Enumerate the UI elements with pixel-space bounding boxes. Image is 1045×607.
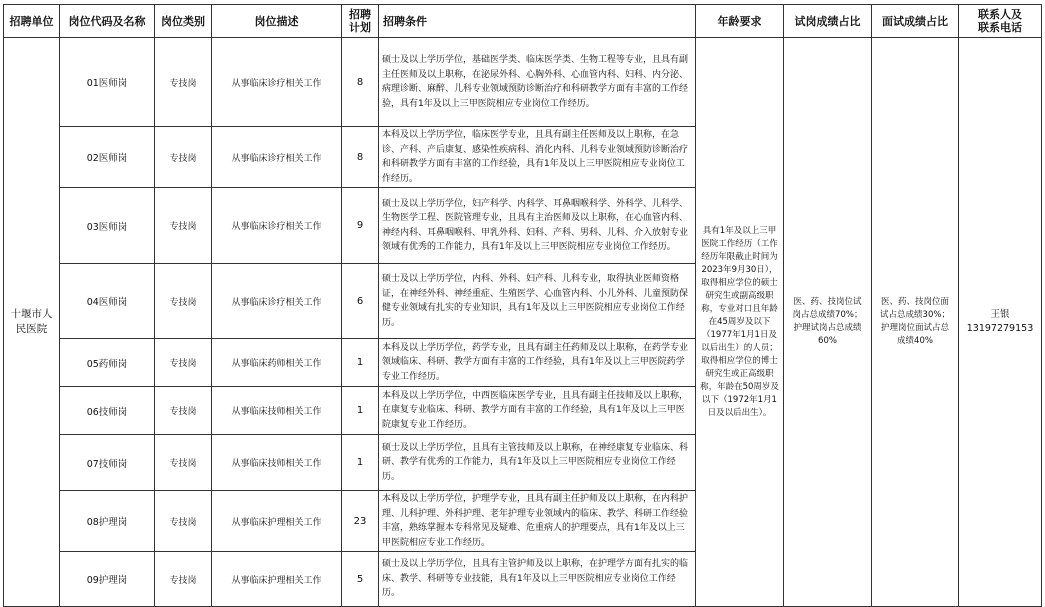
table-row bbox=[4, 38, 1042, 127]
recruit-plan: 23 bbox=[342, 491, 379, 552]
position-code: 07技师岗 bbox=[60, 435, 155, 491]
recruit-plan: 8 bbox=[342, 38, 379, 127]
header-trial-ratio: 试岗成绩占比 bbox=[784, 5, 872, 38]
position-code: 06技师岗 bbox=[60, 387, 155, 435]
header-description: 岗位描述 bbox=[212, 5, 342, 38]
position-category: 专技岗 bbox=[155, 264, 212, 339]
position-code: 05药师岗 bbox=[60, 339, 155, 387]
position-description: 从事临床护理相关工作 bbox=[212, 491, 342, 552]
header-age: 年龄要求 bbox=[696, 5, 784, 38]
position-code: 04医师岗 bbox=[60, 264, 155, 339]
position-description: 从事临床技师相关工作 bbox=[212, 387, 342, 435]
position-category: 专技岗 bbox=[155, 38, 212, 127]
trial-ratio: 医、药、技岗位试岗占总成绩70%；护理试岗占总成绩60% bbox=[784, 38, 872, 607]
recruit-plan: 5 bbox=[342, 552, 379, 607]
position-code: 01医师岗 bbox=[60, 38, 155, 127]
position-description: 从事临床诊疗相关工作 bbox=[212, 38, 342, 127]
position-description: 从事临床护理相关工作 bbox=[212, 552, 342, 607]
table-header bbox=[4, 5, 1042, 38]
recruit-conditions: 本科及以上学历学位，护理学专业，且具有副主任护师及以上职称，在内科护理、儿科护理、外科护理、老年护理专业领域内的临床、教学、科研工作经验丰富，熟练掌握本专科常见及疑难、危重病人的护理要点，具有1年及以上三甲医院相应专业工作经历。 bbox=[379, 491, 696, 552]
contact-phone: 13197279153 bbox=[966, 323, 1034, 334]
recruit-plan: 6 bbox=[342, 264, 379, 339]
recruit-plan: 1 bbox=[342, 435, 379, 491]
unit-cell: 十堰市人民医院 bbox=[4, 38, 60, 607]
recruit-conditions: 本科及以上学历学位，临床医学专业，且具有副主任医师及以上职称，在急诊、产科、产后康复、感染性疾病科、消化内科、儿科专业领域预防诊断治疗和科研教学方面有丰富的工作经验，具有1年及以上三甲医院相应专业岗位工作经历。 bbox=[379, 127, 696, 188]
position-category: 专技岗 bbox=[155, 127, 212, 188]
recruit-conditions: 硕士及以上学历学位，妇产科学、内科学、耳鼻咽喉科学、外科学、儿科学、生物医学工程、医院管理专业，且具有主治医师及以上职称，在心血管内科、神经内科、耳鼻咽喉科、甲乳外科、妇科、产科、男科、儿科、介入放射专业领域有优秀的工作能力，具有1年及以上三甲医院相应专业岗位工作经历。 bbox=[379, 188, 696, 264]
position-category: 专技岗 bbox=[155, 552, 212, 607]
position-category: 专技岗 bbox=[155, 435, 212, 491]
header-plan: 招聘 计划 bbox=[342, 5, 379, 38]
position-description: 从事临床药师相关工作 bbox=[212, 339, 342, 387]
recruit-plan: 9 bbox=[342, 188, 379, 264]
recruit-conditions: 硕士及以上学历学位，且具有主管护师及以上职称，在护理学方面有扎实的临床、教学、科研等专业技能，具有1年及以上三甲医院相应专业岗位工作经历。 bbox=[379, 552, 696, 607]
recruit-conditions: 本科及以上学历学位，中西医临床医学专业，且具有副主任技师及以上职称，在康复专业临床、科研、教学方面有丰富的工作经验，具有1年及以上三甲医院康复专业工作经历。 bbox=[379, 387, 696, 435]
age-requirement: 具有1年及以上三甲医院工作经历（工作经历年限截止时间为2023年9月30日），取得相应学位的硕士研究生或副高级职称，专业对口且年龄在45周岁及以下（1977年1月1日及以后出生）的人员；取得相应学位的博士研究生或正高级职称，年龄在50周岁及以下（1972年1月1日及以后出生）。 bbox=[696, 38, 784, 607]
position-code: 02医师岗 bbox=[60, 127, 155, 188]
header-conditions: 招聘条件 bbox=[379, 5, 696, 38]
position-category: 专技岗 bbox=[155, 491, 212, 552]
recruit-plan: 1 bbox=[342, 387, 379, 435]
recruit-conditions: 硕士及以上学历学位，基础医学类、临床医学类、生物工程等专业，且具有副主任医师及以上职称，在泌尿外科、心胸外科、心血管内科、妇科、内分泌、病理诊断、麻醉、儿科专业领域预防诊断治疗和科研教学方面有丰富的工作经验，具有1年及以上三甲医院相应专业岗位工作经历。 bbox=[379, 38, 696, 127]
recruit-plan: 8 bbox=[342, 127, 379, 188]
contact-name: 王银 bbox=[990, 309, 1010, 320]
recruit-conditions: 硕士及以上学历学位，且具有主管技师及以上职称，在神经康复专业临床、科研、教学有优秀的工作能力，具有1年及以上三甲医院相应专业岗位工作经历。 bbox=[379, 435, 696, 491]
position-description: 从事临床诊疗相关工作 bbox=[212, 127, 342, 188]
position-category: 专技岗 bbox=[155, 387, 212, 435]
position-category: 专技岗 bbox=[155, 188, 212, 264]
recruit-plan: 1 bbox=[342, 339, 379, 387]
position-description: 从事临床诊疗相关工作 bbox=[212, 188, 342, 264]
position-code: 09护理岗 bbox=[60, 552, 155, 607]
position-description: 从事临床技师相关工作 bbox=[212, 435, 342, 491]
header-category: 岗位类别 bbox=[155, 5, 212, 38]
recruitment-table bbox=[3, 4, 1042, 607]
header-code: 岗位代码及名称 bbox=[60, 5, 155, 38]
position-code: 03医师岗 bbox=[60, 188, 155, 264]
position-category: 专技岗 bbox=[155, 339, 212, 387]
header-interview-ratio: 面试成绩占比 bbox=[872, 5, 959, 38]
recruit-conditions: 硕士及以上学历学位，内科、外科、妇产科、儿科专业，取得执业医师资格证，在神经外科、神经重症、生殖医学、心血管内科、小儿外科、儿童预防保健专业领域有扎实的专业知识，具有1年及以上三甲医院相应专业岗位工作经历。 bbox=[379, 264, 696, 339]
position-code: 08护理岗 bbox=[60, 491, 155, 552]
header-unit: 招聘单位 bbox=[4, 5, 60, 38]
contact-cell bbox=[959, 38, 1042, 607]
recruit-conditions: 本科及以上学历学位，药学专业，且具有副主任药师及以上职称，在药学专业领域临床、科研、教学方面有丰富的工作经验，具有1年及以上三甲医院药学专业工作经历。 bbox=[379, 339, 696, 387]
header-contact: 联系人及 联系电话 bbox=[959, 5, 1042, 38]
interview-ratio: 医、药、技岗位面试占总成绩30%；护理岗位面试占总成绩40% bbox=[872, 38, 959, 607]
position-description: 从事临床诊疗相关工作 bbox=[212, 264, 342, 339]
